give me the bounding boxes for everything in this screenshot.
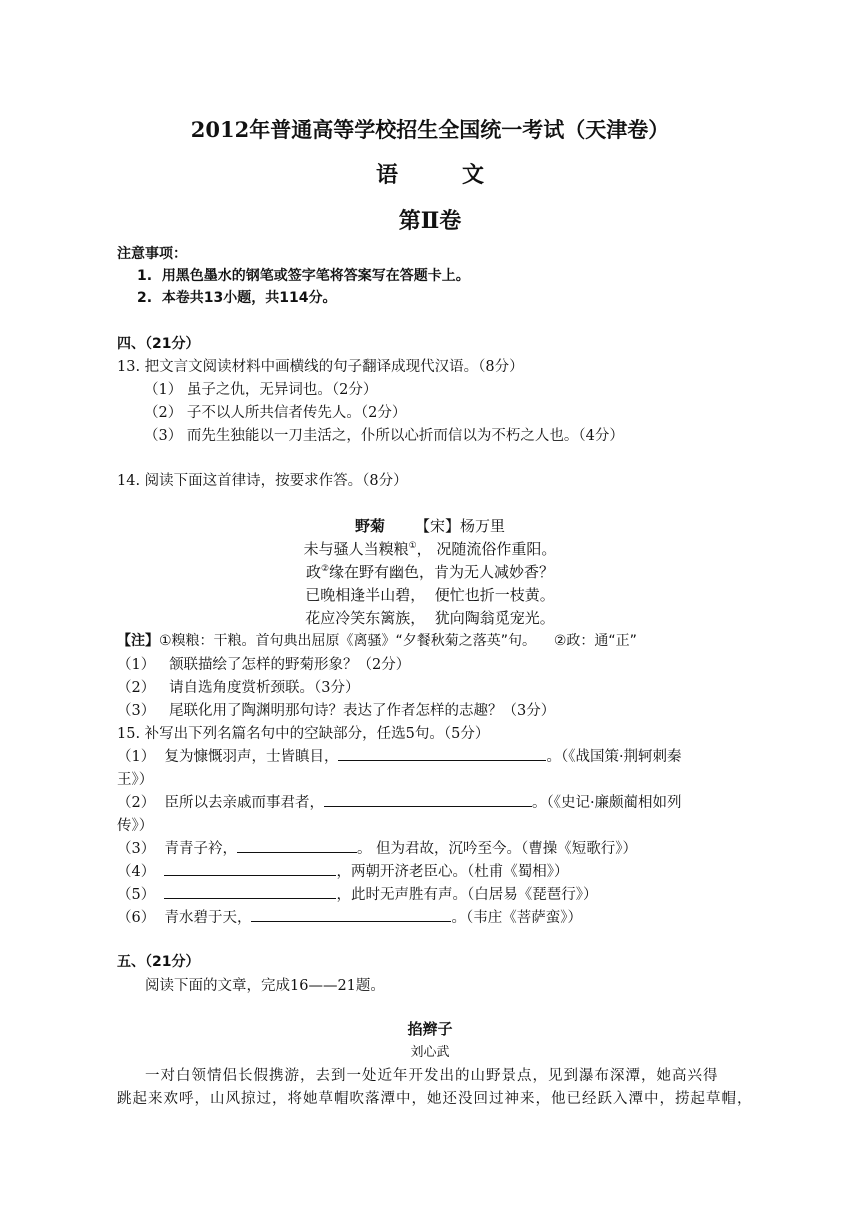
q13-item-3: （3） 而先生独能以一刀圭活之，仆所以心折而信以为不朽之人也。（4分） bbox=[144, 428, 624, 444]
volume-title: 第Ⅱ卷 bbox=[398, 208, 462, 234]
q15-item-1: （1） 复为慷慨羽声，士皆瞋目， 。（《战国策·荆轲刺秦 bbox=[117, 745, 682, 766]
section4-heading: 四、（21分） bbox=[117, 336, 200, 352]
q14-item-1: （1） 颔联描绘了怎样的野菊形象？（2分） bbox=[117, 657, 411, 673]
q15-item-4: （4） ，两朝开济老臣心。（杜甫《蜀相》） bbox=[117, 860, 568, 881]
exam-title: 2012年普通高等学校招生全国统一考试（天津卷） bbox=[190, 117, 670, 142]
poem-line-4: 花应冷笑东篱族， 犹向陶翁觅宠光。 bbox=[305, 609, 555, 627]
poem-heading bbox=[0, 515, 860, 536]
q13-item-1: （1） 虽子之仇，无异词也。（2分） bbox=[144, 382, 378, 398]
poem-author: 【宋】杨万里 bbox=[415, 517, 506, 535]
answer-blank[interactable] bbox=[338, 746, 546, 761]
answer-blank[interactable] bbox=[164, 861, 336, 876]
q13-item-2: （2） 子不以人所共信者传先人。（2分） bbox=[144, 405, 407, 421]
q15-item-2: （2） 臣所以去亲戚而事君者， 。（《史记·廉颇蔺相如列 bbox=[117, 791, 682, 812]
q15-item-6: （6） 青水碧于天， 。（韦庄《菩萨蛮》） bbox=[117, 906, 582, 927]
article-paragraph-line-1: 一对白领情侣长假携游，去到一处近年开发出的山野景点，见到瀑布深潭，她高兴得 bbox=[145, 1068, 719, 1084]
subject-title bbox=[0, 158, 860, 189]
q14-item-2: （2） 请自选角度赏析颈联。（3分） bbox=[117, 680, 360, 696]
poem-note: 【注】①糗粮：干粮。首句典出屈原《离骚》“夕餐秋菊之落英”句。 ②政：通“正” bbox=[117, 633, 637, 649]
q14-stem: 14. 阅读下面这首律诗，按要求作答。（8分） bbox=[117, 473, 408, 489]
article-title: 掐辫子 bbox=[407, 1020, 453, 1038]
notice-item-1: 1. 用黑色墨水的钢笔或签字笔将答案写在答题卡上。 bbox=[137, 268, 470, 284]
q15-item-5: （5） ，此时无声胜有声。（白居易《琵琶行》） bbox=[117, 883, 597, 904]
article-author: 刘心武 bbox=[410, 1045, 450, 1060]
poem-title: 野菊 bbox=[354, 517, 385, 535]
section5-heading: 五、（21分） bbox=[117, 954, 200, 970]
q15-item-1-wrap: 王》） bbox=[117, 772, 154, 788]
answer-blank[interactable] bbox=[164, 884, 336, 899]
article-paragraph-line-2: 跳起来欢呼，山风掠过，将她草帽吹落潭中，她还没回过神来，他已经跃入潭中，捞起草帽， bbox=[117, 1091, 753, 1107]
poem-line-1: 未与骚人当糗粮①， 况随流俗作重阳。 bbox=[303, 540, 557, 558]
q14-item-3: （3） 尾联化用了陶渊明那句诗？表达了作者怎样的志趣？（3分） bbox=[117, 703, 556, 719]
section5-intro: 阅读下面的文章，完成16——21题。 bbox=[145, 978, 385, 994]
q15-stem: 15. 补写出下列名篇名句中的空缺部分，任选5句。（5分） bbox=[117, 726, 490, 742]
q15-item-2-wrap: 传》） bbox=[117, 818, 154, 834]
poem-line-3: 已晚相逢半山碧， 便忙也折一枝黄。 bbox=[305, 586, 555, 604]
answer-blank[interactable] bbox=[237, 838, 357, 853]
notice-heading: 注意事项： bbox=[117, 246, 187, 262]
poem-line-2: 政②缘在野有幽色，肯为无人减妙香？ bbox=[305, 563, 555, 581]
q13-stem: 13. 把文言文阅读材料中画横线的句子翻译成现代汉语。（8分） bbox=[117, 359, 524, 375]
answer-blank[interactable] bbox=[324, 792, 532, 807]
q15-item-3: （3） 青青子衿， 。 但为君故，沉吟至今。（曹操《短歌行》） bbox=[117, 837, 637, 858]
subject-char-b: 文 bbox=[462, 162, 485, 188]
answer-blank[interactable] bbox=[251, 907, 451, 922]
notice-item-2: 2. 本卷共13小题，共114分。 bbox=[137, 290, 337, 306]
subject-char-a: 语 bbox=[375, 162, 398, 188]
